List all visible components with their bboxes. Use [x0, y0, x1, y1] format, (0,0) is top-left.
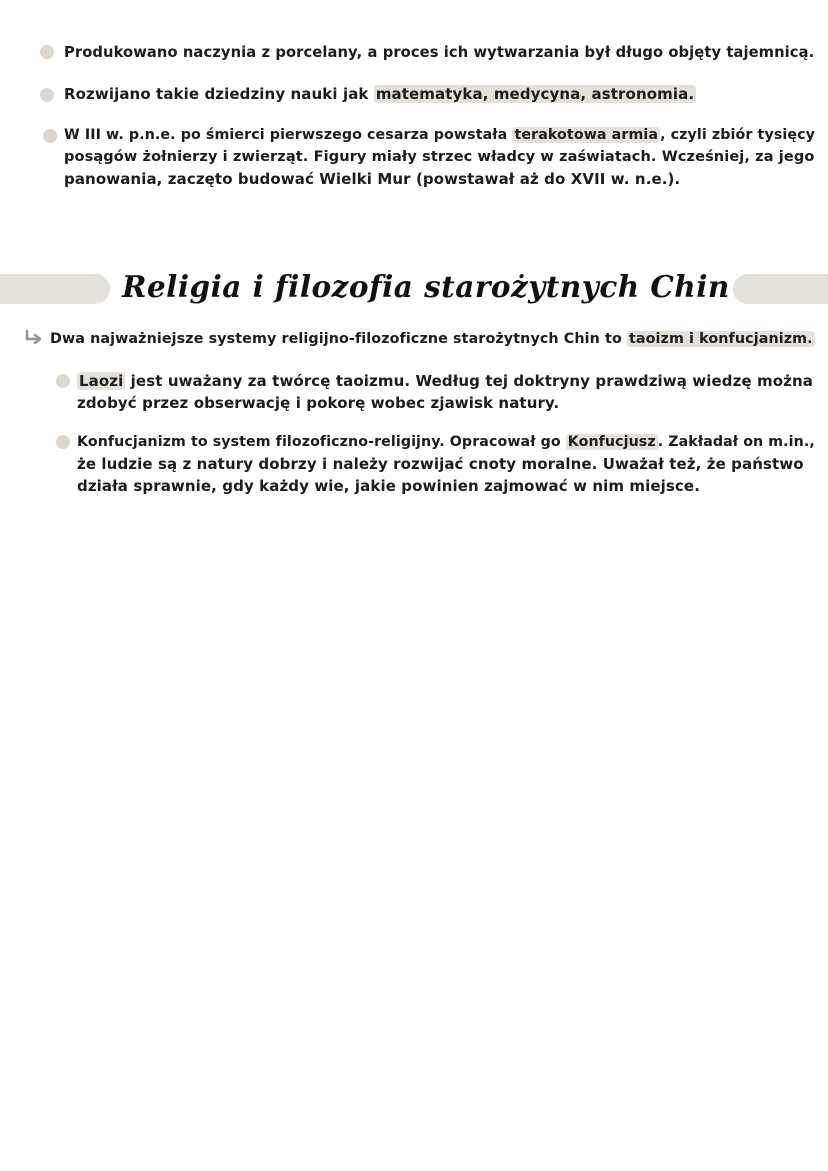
- bullet-text-plain: jest uważany za twórcę taoizmu. Według tej doktryny prawdziwą wiedzę można: [125, 372, 814, 390]
- bullet-text-line-3: panowania, zaczęto budować Wielki Mur (powstawał aż do XVII w. n.e.).: [64, 170, 681, 188]
- highlighted-term: Konfucjusz: [567, 434, 656, 450]
- bullet-dot-icon: [40, 88, 54, 102]
- highlighted-term: Laozi: [79, 372, 124, 390]
- bullet-text-line-1: [77, 432, 815, 453]
- bullet-text: [64, 84, 696, 105]
- bullet-dot-icon: [40, 45, 54, 59]
- bullet-text-plain: W III w. p.n.e. po śmierci pierwszego cesarza powstała: [64, 127, 513, 143]
- bullet-text-line-2: zdobyć przez obserwację i pokorę wobec zjawisk natury.: [77, 394, 560, 412]
- intro-text-plain: Dwa najważniejsze systemy religijno-filozoficzne starożytnych Chin to: [50, 331, 627, 347]
- arrow-turn-right-icon: [24, 330, 44, 346]
- bullet-dot-icon: [56, 374, 70, 388]
- title-banner-left: [0, 274, 110, 304]
- bullet-dot-icon: [56, 435, 70, 449]
- bullet-text-line-2: że ludzie są z natury dobrzy i należy rozwijać cnoty moralne. Uważał też, że państwo: [77, 455, 804, 473]
- title-banner-right: [733, 274, 828, 304]
- bullet-dot-icon: [43, 129, 57, 143]
- bullet-text: Produkowano naczynia z porcelany, a proces ich wytwarzania był długo objęty tajemnicą.: [64, 44, 815, 61]
- bullet-text-line-1: [77, 371, 813, 392]
- bullet-text-line-1: [64, 125, 815, 146]
- bullet-text-line-2: posągów żołnierzy i zwierząt. Figury miały strzec władcy w zaświatach. Wcześniej, za jego: [64, 149, 815, 165]
- bullet-text-plain: Konfucjanizm to system filozoficzno-religijny. Opracował go: [77, 434, 566, 450]
- intro-text: [50, 329, 815, 350]
- bullet-text-line-3: działa sprawnie, gdy każdy wie, jakie powinien zajmować w nim miejsce.: [77, 477, 700, 495]
- highlighted-term: taoizm i konfucjanizm.: [628, 331, 813, 347]
- bullet-text-plain: , czyli zbiór tysięcy: [660, 127, 816, 143]
- bullet-text-plain: . Zakładał on m.in.,: [657, 434, 815, 450]
- highlighted-term: matematyka, medycyna, astronomia.: [375, 85, 695, 103]
- highlighted-term: terakotowa armia: [514, 127, 659, 143]
- section-title: Religia i filozofia starożytnych Chin: [122, 269, 730, 304]
- bullet-text-plain: Rozwijano takie dziedziny nauki jak: [64, 85, 374, 103]
